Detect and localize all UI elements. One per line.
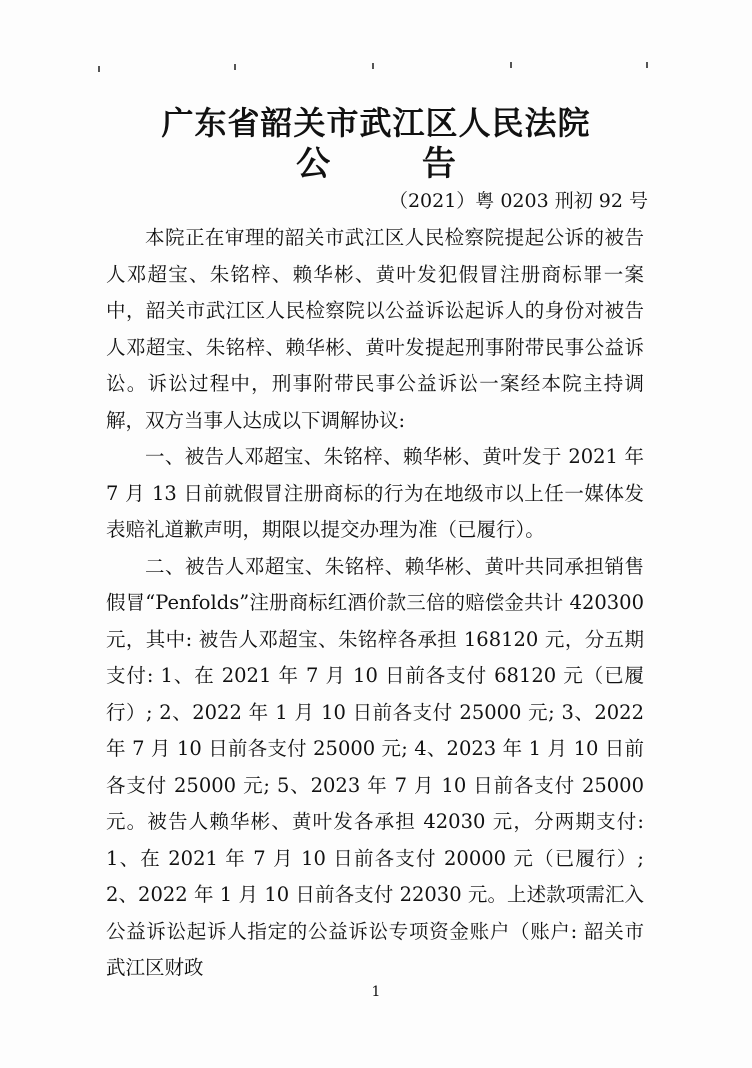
scan-mark (98, 66, 100, 72)
page-number: 1 (371, 984, 381, 1000)
scan-mark (646, 62, 648, 68)
notice-body (106, 220, 644, 987)
paragraph-intro: 本院正在审理的韶关市武江区人民检察院提起公诉的被告人邓超宝、朱铭梓、赖华彬、黄叶发犯假冒注册商标罪一案中，韶关市武江区人民检察院以公益诉讼起诉人的身份对被告人邓超宝、朱铭梓、赖华彬、黄叶发提起刑事附带民事公益诉讼。诉讼过程中，刑事附带民事公益诉讼一案经本院主持调解，双方当事人达成以下调解协议: (106, 226, 644, 432)
scan-mark (372, 63, 374, 69)
notice-title: 公 告 (296, 144, 496, 184)
scan-mark (510, 62, 512, 68)
scan-mark (234, 64, 236, 70)
paragraph-item-one: 一、被告人邓超宝、朱铭梓、赖华彬、黄叶发于 2021 年 7 月 13 日前就假冒注册商标的行为在地级市以上任一媒体发表赔礼道歉声明，期限以提交办理为准（已履行）。 (106, 445, 644, 541)
paragraph-item-two: 二、被告人邓超宝、朱铭梓、赖华彬、黄叶共同承担销售假冒“Penfolds”注册商标红酒价款三倍的赔偿金共计 420300 元，其中: 被告人邓超宝、朱铭梓各承担 168120 元，分五期支付: 1、在 2021 年 7 月 10 日前各支付 68120 元（已履行）; 2、2022 年 1 月 10 日前各支付 25000 元; 3、2022 年 7 月 10 日前各支付 25000 元; 4、2023 年 1 月 10 日前各支付 25000 元; 5、2023 年 7 月 10 日前各支付 25000 元。被告人赖华彬、黄叶发各承担 42030 元，分两期支付: 1、在 2021 年 7 月 10 日前各支付 20000 元（已履行）; 2、2022 年 1 月 10 日前各支付 22030 元。上述款项需汇入公益诉讼起诉人指定的公益诉讼专项资金账户（账户: 韶关市武江区财政 (106, 554, 644, 979)
court-name: 广东省韶关市武江区人民法院 (161, 104, 591, 142)
case-number: （2021）粤 0203 刑初 92 号 (388, 190, 648, 212)
